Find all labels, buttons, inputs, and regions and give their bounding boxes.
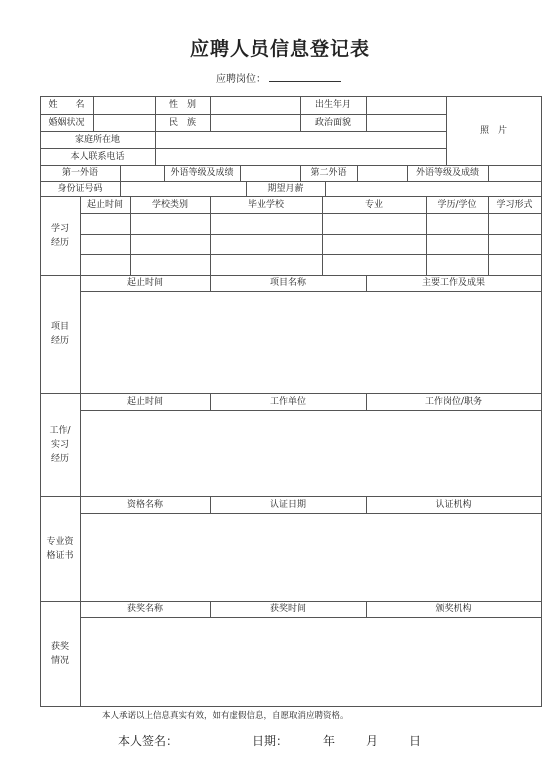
- award-content-area[interactable]: [80, 617, 541, 706]
- project-col-header: 主要工作及成果: [421, 278, 485, 288]
- project-section-label: 项目 经历: [50, 322, 69, 346]
- education-content-area[interactable]: [80, 213, 541, 275]
- second-language-label: 第二外语: [310, 168, 347, 178]
- certificate-col-header: 认证机构: [435, 499, 472, 510]
- award-col-header: 获奖名称: [126, 604, 163, 614]
- certificate-section-label: 专业资 格证书: [46, 536, 74, 561]
- gender-field[interactable]: [210, 96, 300, 114]
- political-status-field[interactable]: [366, 114, 446, 131]
- name-field[interactable]: [93, 96, 155, 114]
- phone-field[interactable]: [155, 148, 446, 165]
- birth-date-label: 出生年月: [314, 100, 351, 110]
- applied-post-field[interactable]: [269, 72, 341, 82]
- second-language-level-label: 外语等级及成绩: [415, 168, 479, 178]
- ethnicity-label: 民 族: [168, 117, 196, 128]
- year-label: 年: [323, 734, 336, 748]
- signature-label: 本人签名：: [118, 734, 179, 748]
- id-number-label: 身份证号码: [57, 183, 103, 194]
- gender-label: 性 别: [168, 100, 196, 110]
- project-content-area[interactable]: [80, 291, 541, 393]
- first-language-level-field[interactable]: [240, 165, 300, 181]
- certificate-col-header: 认证日期: [269, 499, 306, 510]
- month-label: 月: [366, 734, 379, 748]
- marital-status-label: 婚姻状况: [48, 117, 85, 128]
- work-col-header: 工作岗位/职务: [424, 396, 483, 407]
- education-col-header: 起止时间: [86, 199, 123, 210]
- name-label: 姓 名: [48, 100, 85, 110]
- table-rule: [541, 96, 542, 707]
- id-number-field[interactable]: [120, 181, 246, 196]
- second-language-field[interactable]: [357, 165, 407, 181]
- date-label: 日期：: [252, 734, 289, 748]
- award-col-header: 颁奖机构: [435, 604, 472, 614]
- work-content-area[interactable]: [80, 410, 541, 496]
- first-language-label: 第一外语: [61, 168, 98, 178]
- work-col-header: 起止时间: [126, 396, 163, 407]
- birth-date-field[interactable]: [366, 96, 446, 114]
- phone-label: 本人联系电话: [70, 151, 125, 162]
- education-col-header: 学历/学位: [437, 199, 477, 210]
- project-col-header: 项目名称: [269, 278, 306, 288]
- photo-box[interactable]: 照 片: [479, 125, 507, 136]
- second-language-level-field[interactable]: [488, 165, 541, 181]
- education-section-label: 学习 经历: [50, 223, 69, 248]
- political-status-label: 政治面貌: [314, 117, 351, 128]
- day-label: 日: [409, 734, 422, 748]
- expected-salary-label: 期望月薪: [267, 183, 304, 194]
- work-col-header: 工作单位: [269, 396, 306, 407]
- applied-post-label: 应聘岗位：: [216, 74, 266, 85]
- declaration-text: 本人承诺以上信息真实有效，如有虚假信息，自愿取消应聘资格。: [102, 711, 349, 721]
- expected-salary-field[interactable]: [325, 181, 541, 196]
- registration-table: [40, 96, 541, 706]
- certificate-content-area[interactable]: [80, 513, 541, 601]
- award-col-header: 获奖时间: [269, 604, 306, 614]
- home-address-label: 家庭所在地: [74, 134, 120, 145]
- applied-post: [216, 70, 341, 85]
- first-language-level-label: 外语等级及成绩: [170, 168, 234, 178]
- education-col-header: 学习形式: [496, 199, 533, 210]
- project-col-header: 起止时间: [126, 278, 163, 288]
- table-rule: [40, 706, 542, 707]
- form-title: 应聘人员信息登记表: [189, 38, 370, 60]
- certificate-col-header: 资格名称: [126, 499, 163, 510]
- home-address-field[interactable]: [155, 131, 446, 148]
- education-col-header: 专业: [364, 199, 383, 210]
- education-col-header: 毕业学校: [247, 199, 284, 210]
- award-section-label: 获奖 情况: [50, 641, 69, 666]
- marital-status-field[interactable]: [93, 114, 155, 131]
- first-language-field[interactable]: [120, 165, 164, 181]
- work-section-label: 工作/ 实习 经历: [49, 425, 71, 464]
- education-col-header: 学校类别: [151, 199, 188, 210]
- ethnicity-field[interactable]: [210, 114, 300, 131]
